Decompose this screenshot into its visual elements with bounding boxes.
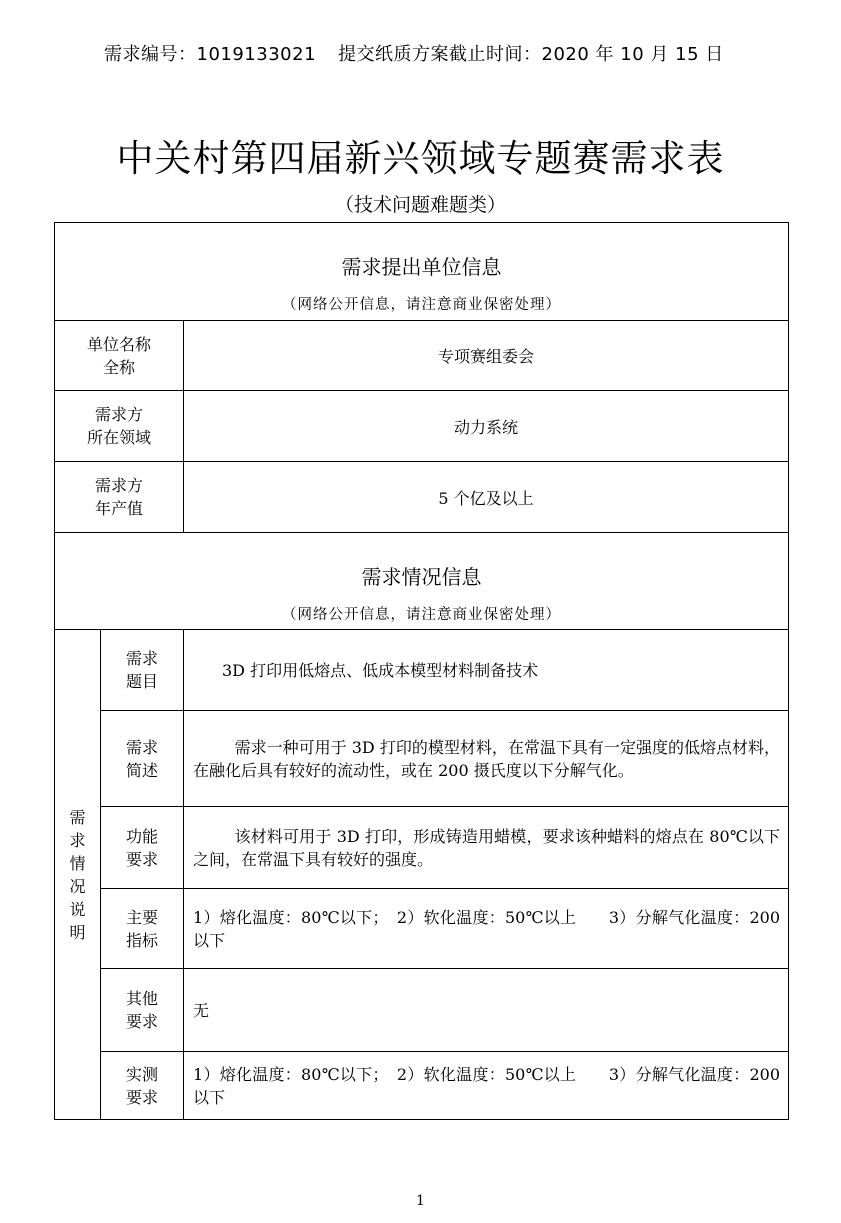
page-title: 中关村第四届新兴领域专题赛需求表 <box>116 137 725 180</box>
row-label: 需求方 所在领域 <box>55 391 184 462</box>
row-label: 需求 简述 <box>101 711 184 807</box>
table-row <box>55 889 789 969</box>
page-number: 1 <box>416 1193 425 1209</box>
deadline-label: 提交纸质方案截止时间： <box>338 44 542 65</box>
field-value: 动力系统 <box>184 391 789 462</box>
test-requirements-value: 1）熔化温度：80℃以下； 2）软化温度：50℃以上 3）分解气化温度：200 以下 <box>184 1052 789 1120</box>
deadline-date: 2020 年 10 月 15 日 <box>541 44 724 65</box>
row-label: 功能 要求 <box>101 807 184 889</box>
row-label: 实测 要求 <box>101 1052 184 1120</box>
table-row <box>55 807 789 889</box>
side-label-requirement-description: 需 求 情 况 说 明 <box>55 630 101 1120</box>
section-unit-info-header <box>55 223 789 321</box>
section-note: （网络公开信息，请注意商业保密处理） <box>282 606 561 623</box>
row-label: 其他 要求 <box>101 969 184 1052</box>
annual-output-value: 5 个亿及以上 <box>184 462 789 533</box>
row-label: 主要 指标 <box>101 889 184 969</box>
table-row <box>55 969 789 1052</box>
table-row <box>55 391 789 462</box>
table-row <box>55 462 789 533</box>
requirement-number-label: 需求编号： <box>104 44 197 65</box>
functional-requirement-value: 该材料可用于 3D 打印，形成铸造用蜡模，要求该种蜡料的熔点在 80℃以下之间，在常温下具有较好的强度。 <box>184 807 789 889</box>
section-note: （网络公开信息，请注意商业保密处理） <box>282 297 561 313</box>
page-subtitle: （技术问题难题类） <box>334 194 506 216</box>
main-indicators-value: 1）熔化温度：80℃以下； 2）软化温度：50℃以上 3）分解气化温度：200 以下 <box>184 889 789 969</box>
row-label: 需求方 年产值 <box>55 462 184 533</box>
section-title: 需求提出单位信息 <box>341 255 502 279</box>
table-row <box>55 630 789 711</box>
table-row <box>55 1052 789 1120</box>
header-line <box>104 40 824 66</box>
requirement-summary-value: 需求一种可用于 3D 打印的模型材料，在常温下具有一定强度的低熔点材料，在融化后具有较好的流动性，或在 200 摄氏度以下分解气化。 <box>184 711 789 807</box>
requirement-number: 1019133021 <box>196 44 317 65</box>
other-requirements-value: 无 <box>184 969 789 1052</box>
section-requirement-info-header <box>55 533 789 630</box>
table-row <box>55 321 789 391</box>
requirement-form-table <box>54 222 789 1120</box>
row-label: 需求 题目 <box>101 630 184 711</box>
requirement-topic-value: 3D 打印用低熔点、低成本模型材料制备技术 <box>184 630 789 711</box>
table-row <box>55 711 789 807</box>
row-label: 单位名称 全称 <box>55 321 184 391</box>
unit-name-value: 专项赛组委会 <box>184 321 789 391</box>
section-title: 需求情况信息 <box>361 564 482 589</box>
